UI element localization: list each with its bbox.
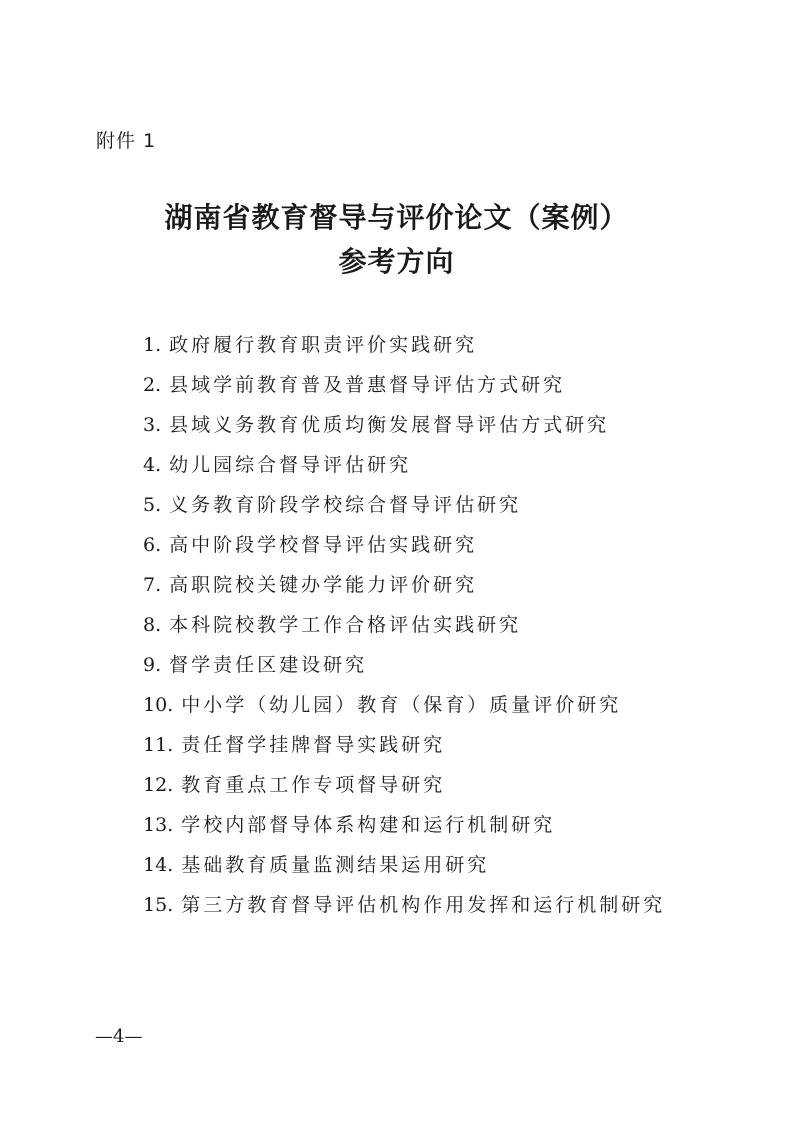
item-number: 4. — [143, 454, 162, 476]
item-text: 本科院校教学工作合格评估实践研究 — [169, 614, 522, 636]
document-subtitle: 参考方向 — [338, 245, 455, 278]
list-item — [143, 725, 665, 765]
item-text: 教育重点工作专项督导研究 — [181, 774, 446, 796]
item-text: 高职院校关键办学能力评价研究 — [169, 574, 478, 596]
item-number: 10. — [143, 694, 174, 716]
item-text: 督学责任区建设研究 — [169, 654, 368, 676]
item-text: 幼儿园综合督导评估研究 — [169, 454, 412, 476]
item-text: 政府履行教育职责评价实践研究 — [169, 334, 478, 356]
list-item — [143, 605, 665, 645]
item-text: 县域学前教育普及普惠督导评估方式研究 — [169, 374, 566, 396]
item-number: 2. — [143, 374, 162, 396]
item-number: 3. — [143, 414, 162, 436]
list-item — [143, 885, 665, 925]
item-number: 13. — [143, 814, 174, 836]
list-item — [143, 445, 665, 485]
list-item — [143, 685, 665, 725]
list-item — [143, 565, 665, 605]
item-text: 义务教育阶段学校综合督导评估研究 — [169, 494, 522, 516]
list-item — [143, 845, 665, 885]
item-number: 5. — [143, 494, 162, 516]
item-number: 11. — [143, 734, 174, 756]
item-text: 中小学（幼儿园）教育（保育）质量评价研究 — [181, 694, 622, 716]
page-number: —4— — [95, 1026, 143, 1047]
item-number: 1. — [143, 334, 162, 356]
item-number: 9. — [143, 654, 162, 676]
item-number: 12. — [143, 774, 174, 796]
list-item — [143, 645, 665, 685]
item-text: 基础教育质量监测结果运用研究 — [181, 854, 490, 876]
item-number: 7. — [143, 574, 162, 596]
item-number: 6. — [143, 534, 162, 556]
item-text: 责任督学挂牌督导实践研究 — [181, 734, 446, 756]
item-text: 第三方教育督导评估机构作用发挥和运行机制研究 — [181, 894, 666, 916]
item-number: 15. — [143, 894, 174, 916]
list-item — [143, 525, 665, 565]
item-number: 8. — [143, 614, 162, 636]
list-item — [143, 325, 665, 365]
document-title: 湖南省教育督导与评价论文（案例） — [164, 201, 629, 234]
attachment-label: 附件 1 — [96, 130, 157, 152]
list-item — [143, 405, 665, 445]
list-item — [143, 765, 665, 805]
topic-list — [143, 325, 665, 925]
item-text: 县域义务教育优质均衡发展督导评估方式研究 — [169, 414, 610, 436]
list-item — [143, 805, 665, 845]
list-item — [143, 485, 665, 525]
item-number: 14. — [143, 854, 174, 876]
item-text: 高中阶段学校督导评估实践研究 — [169, 534, 478, 556]
list-item — [143, 365, 665, 405]
item-text: 学校内部督导体系构建和运行机制研究 — [181, 814, 556, 836]
